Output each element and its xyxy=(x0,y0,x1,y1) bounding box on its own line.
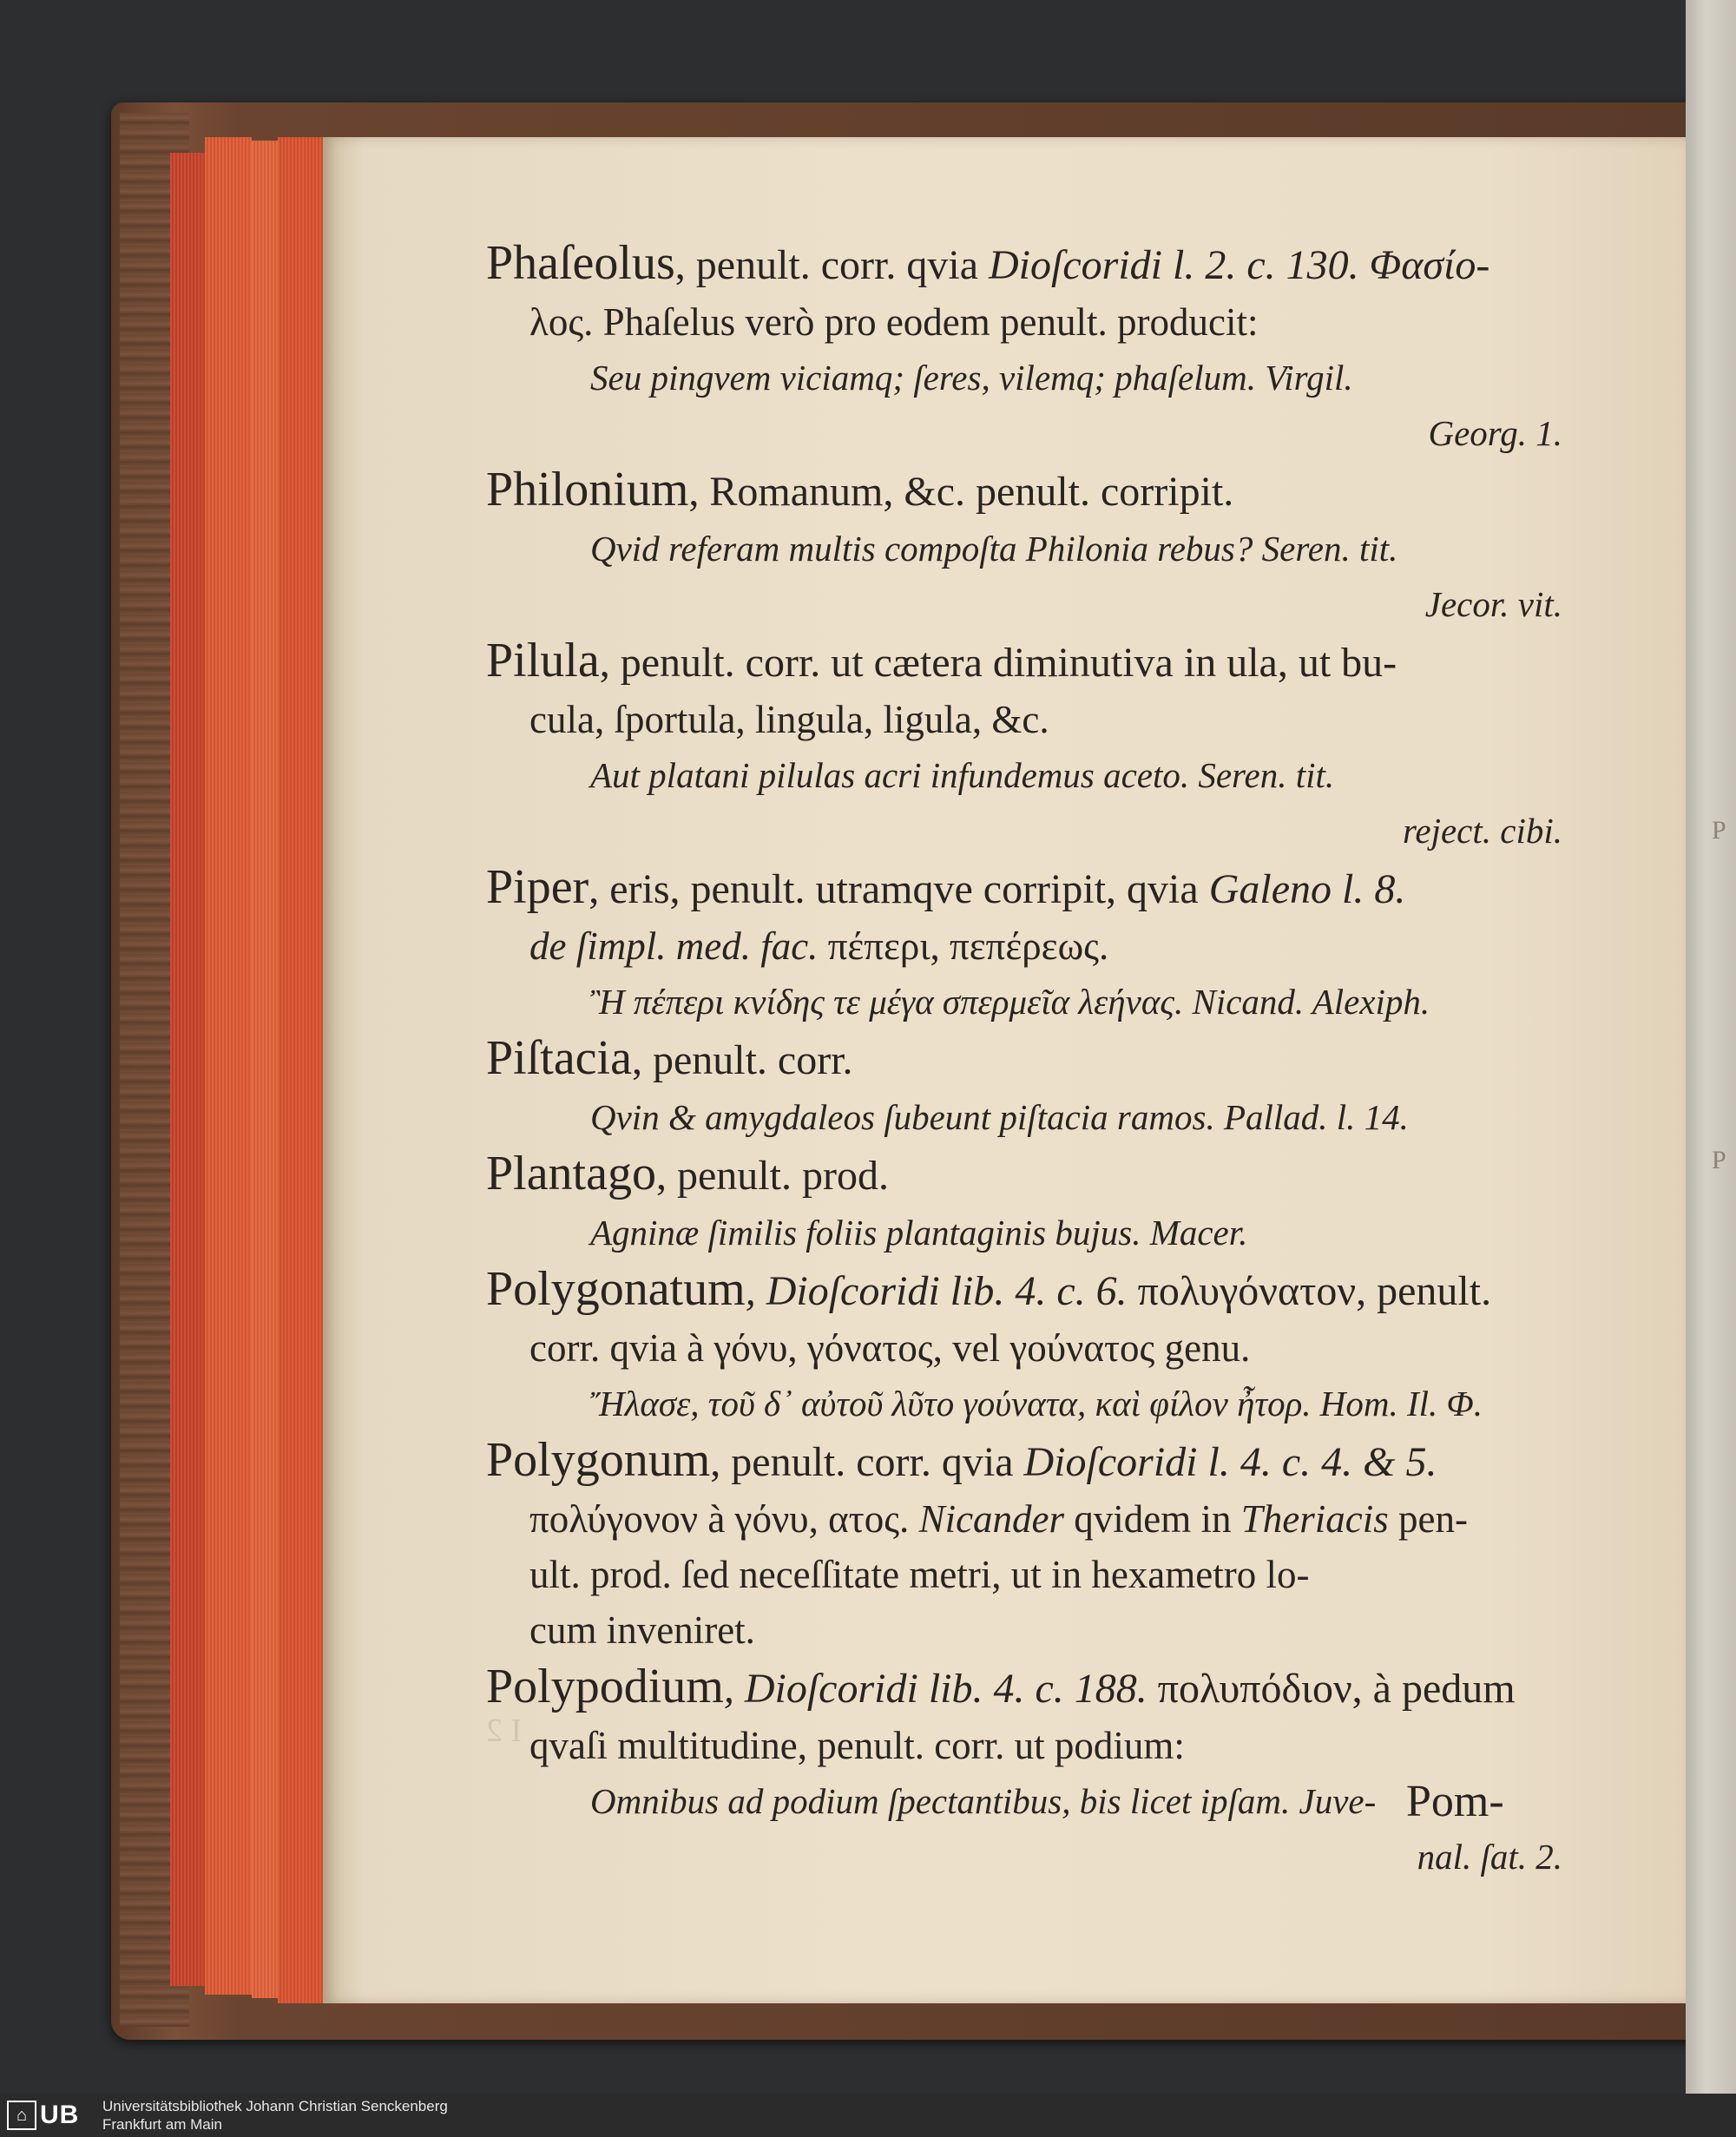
italic-reference: Galeno l. 8. xyxy=(1208,866,1406,912)
entry-first-line xyxy=(486,1145,1597,1205)
page-text xyxy=(486,234,1597,1884)
entry-text: , penult. corr. ut cætera diminutiva in ula, ut bu- xyxy=(599,640,1397,686)
headword: Piſtacia xyxy=(486,1031,632,1085)
verse-quotation: Omnibus ad podium ſpectantibus, bis licet ipſam. Juve- xyxy=(590,1781,1377,1821)
headword: Polygonum xyxy=(486,1433,711,1487)
red-page-edge xyxy=(278,137,326,2003)
logo-text: UB xyxy=(40,2101,80,2129)
headword: Philonium xyxy=(486,463,689,516)
entry-first-line xyxy=(486,1431,1597,1491)
quotation-source: nal. ſat. 2. xyxy=(1417,1837,1562,1877)
library-footer xyxy=(0,2094,1736,2137)
entry-first-line xyxy=(486,461,1597,521)
entry-text: πολυγόνατον, penult. xyxy=(1127,1268,1492,1314)
entry-text: λος. Phaſelus verò pro eodem penult. producit: xyxy=(529,300,1259,344)
italic-reference: , Dioſcoridi lib. 4. c. 6. xyxy=(745,1268,1128,1314)
entry-text: qvidem in xyxy=(1064,1497,1241,1541)
dictionary-entry xyxy=(486,1029,1597,1145)
library-logo[interactable] xyxy=(7,2099,90,2132)
dictionary-entry xyxy=(486,858,1597,1029)
entry-text: , Romanum, &c. penult. corripit. xyxy=(688,469,1234,515)
dictionary-entry xyxy=(486,1431,1597,1658)
dictionary-entry xyxy=(486,1658,1597,1884)
entry-text: , penult. corr. xyxy=(631,1037,853,1083)
headword: Polygonatum xyxy=(486,1262,746,1316)
italic-reference: Nicander xyxy=(918,1497,1065,1541)
red-page-edge xyxy=(252,141,278,1998)
entry-first-line xyxy=(486,234,1597,294)
quotation-source: Georg. 1. xyxy=(1428,413,1562,453)
red-page-edge xyxy=(205,137,252,1995)
entry-text: πολύγονον à γόνυ, ατος. xyxy=(529,1497,919,1541)
entry-continuation xyxy=(486,918,1597,974)
quotation-source: Jecor. vit. xyxy=(1424,584,1562,624)
headword: Plantago xyxy=(486,1147,656,1200)
entry-text: corr. qvia à γόνυ, γόνατος, vel γούνατος genu. xyxy=(529,1326,1251,1370)
entry-first-line xyxy=(486,1260,1597,1320)
dictionary-entry xyxy=(486,1260,1597,1431)
entry-continuation xyxy=(486,1718,1597,1773)
library-name-line1: Universitätsbibliothek Johann Christian Senckenberg xyxy=(102,2098,448,2114)
dictionary-entry xyxy=(486,632,1597,858)
verse-quotation: Agninæ ſimilis foliis plantaginis bujus. Macer. xyxy=(590,1213,1248,1253)
entry-text: , penult. corr. qvia xyxy=(674,242,990,288)
library-name xyxy=(102,2097,448,2134)
italic-reference: Dioſcoridi l. 4. c. 4. & 5. xyxy=(1023,1439,1437,1485)
bleed-glyph: P xyxy=(1712,816,1726,845)
italic-reference: de ſimpl. med. fac. xyxy=(529,924,819,968)
entry-continuation xyxy=(486,1320,1597,1376)
entry-continuation xyxy=(486,1491,1597,1547)
headword: Polypodium xyxy=(486,1660,724,1713)
facing-page-edge xyxy=(1686,0,1736,2094)
entry-text: , penult. prod. xyxy=(655,1153,889,1199)
verse-quotation: Ἢ πέπερι κνίδης τε μέγα σπερμεῖα λεήνας. Nicand. Alexiph. xyxy=(590,982,1430,1022)
entry-text: πολυπόδιον, à pedum xyxy=(1147,1666,1516,1712)
dictionary-entry xyxy=(486,234,1597,461)
entry-continuation xyxy=(486,294,1597,350)
entry-first-line xyxy=(486,632,1597,692)
entry-text: pen- xyxy=(1388,1497,1469,1541)
entry-continuation xyxy=(486,1602,1597,1658)
entry-text: qvaſi multitudine, penult. corr. ut podium: xyxy=(529,1724,1185,1767)
verse-quotation: Ἤλασε, τοῦ δ᾽ αὐτοῦ λῦτο γούνατα, καὶ φίλον ἦτορ. Hom. Il. Φ. xyxy=(590,1384,1483,1424)
entry-first-line xyxy=(486,1029,1597,1089)
dictionary-entry xyxy=(486,461,1597,632)
entry-text: ult. prod. ſed neceſſitate metri, ut in hexametro lo- xyxy=(529,1553,1310,1596)
entry-text: cula, ſportula, lingula, ligula, &c. xyxy=(529,698,1049,741)
ub-icon: ⌂ xyxy=(7,2101,36,2130)
dictionary-entry xyxy=(486,1145,1597,1260)
entry-first-line xyxy=(486,858,1597,918)
headword: Phaſeolus xyxy=(486,236,675,290)
catchword: Pom- xyxy=(1406,1777,1504,1826)
verse-quotation: Qvid referam multis compoſta Philonia rebus? Seren. tit. xyxy=(590,529,1398,569)
headword: Pilula xyxy=(486,634,600,687)
verse-quotation: Qvin & amygdaleos ſubeunt piſtacia ramos. Pallad. l. 14. xyxy=(590,1097,1409,1137)
italic-reference: Dioſcoridi l. 2. c. 130. Φασίο- xyxy=(989,242,1490,288)
entry-text: , eris, penult. utramqve corripit, qvia xyxy=(589,866,1209,912)
headword: Piper xyxy=(486,860,589,914)
bleed-glyph: P xyxy=(1712,1146,1726,1174)
italic-reference: Theriacis xyxy=(1240,1497,1389,1541)
italic-reference: , Dioſcoridi lib. 4. c. 188. xyxy=(723,1666,1147,1712)
entry-first-line xyxy=(486,1658,1597,1718)
entry-text: πέπερι, πεπέρεως. xyxy=(818,924,1109,968)
verse-quotation: Seu pingvem viciamq; ſeres, vilemq; phaſelum. Virgil. xyxy=(590,358,1353,398)
library-name-line2: Frankfurt am Main xyxy=(102,2116,222,2133)
entry-continuation xyxy=(486,1547,1597,1602)
show-through-text: I 2 xyxy=(486,1713,523,1749)
quotation-source: reject. cibi. xyxy=(1402,811,1562,851)
entry-text: cum inveniret. xyxy=(529,1608,755,1652)
entry-continuation xyxy=(486,692,1597,747)
verse-quotation: Aut platani pilulas acri infundemus aceto. Seren. tit. xyxy=(590,755,1335,795)
red-page-edge xyxy=(170,153,205,1986)
entry-text: , penult. corr. qvia xyxy=(710,1439,1024,1485)
